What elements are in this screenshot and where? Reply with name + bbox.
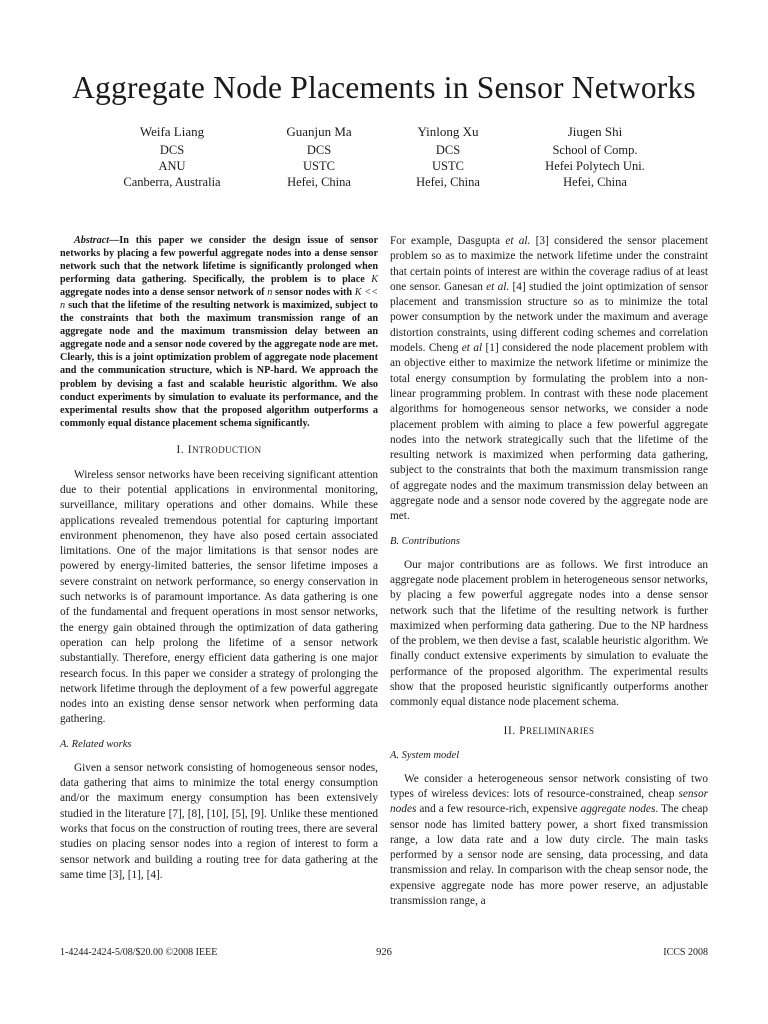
- abstract-label: Abstract: [74, 235, 110, 246]
- author-affiliation: Hefei, China: [416, 175, 480, 189]
- author-affiliation: ANU: [158, 159, 186, 173]
- author-4: [505, 124, 685, 190]
- footer-copyright: 1-4244-2424-5/08/$20.00 ©2008 IEEE: [60, 947, 218, 958]
- intro-paragraph: Wireless sensor networks have been receiving significant attention due to their potential applications in environmental monitoring, surveillance, military operations and other domains. While these applications revealed tremendous potential for capturing important environment phenomenon, they have also posed certain associated limitations. One of the major limitations is that sensor nodes are powered by energy-limited batteries, the sensor lifetime imposes a severe constraint on network performance, so energy conservation in such networks is of paramount importance. As data gathering is one of the fundamental and frequent operations in most sensor networks, the energy gain obtained through the optimization of data gathering operation can help prolong the lifetime of a sensor network substantially. Therefore, energy efficient data gathering is one major research focus. In this paper we consider a strategy of prolonging the network lifetime through the deployment of a few powerful aggregate nodes into an existing dense sensor network when performing data gathering.: [60, 468, 378, 726]
- author-affiliation: USTC: [303, 159, 335, 173]
- text-italic: et al.: [505, 235, 531, 247]
- section-heading-preliminaries: [390, 724, 708, 739]
- abstract-text: such that the lifetime of the resulting network is maximized, subject to the constraints that both the maximum transmission range of an aggregate node and the maximum transmission delay between an aggregate node and a sensor node covered by the aggregate node are met. Clearly, this is a joint optimization problem of aggregate node placement and the communication structure, which is NP-hard. We approach the problem by devising a fast and scalable heuristic algorithm. We also conduct experiments by simulation to evaluate its performance, and the experimental results show that the proposed algorithm outperforms a commonly equal distance placement schema significantly.: [60, 300, 378, 429]
- text-italic: et al.: [486, 280, 510, 293]
- paper-title: Aggregate Node Placements in Sensor Networks: [72, 70, 696, 105]
- author-affiliation: DCS: [306, 143, 332, 157]
- text-run: [4] studied the joint optimization of sensor placement and transmission structure so as to minimize the total power consumption by the network under the maximum and average distortion constraints, using different coding schemes and correlation models. Cheng: [390, 280, 709, 355]
- section-rest: RELIMINARIES: [526, 725, 595, 736]
- author-affiliation: Hefei, China: [563, 175, 627, 189]
- section-numeral: I.: [176, 443, 185, 456]
- text-italic: sensor nodes: [390, 787, 708, 816]
- text-run: [1] considered the node placement problem with an objective either to maximize the network lifetime or minimize the total energy consumption by formulating the problem into a non-linear programming problem. In contrast with these node placement algorithms for homogeneous sensor networks, we consider a node placement problem with aiming to place a few powerful aggregate nodes into the network strategically such that the lifetime of the resulting network is maximized when performing data gathering, subject to the constraints that both the maximum transmission range of aggregate nodes and the maximum transmission delay between an aggregate node and a sensor node covered by the aggregate node are met.: [390, 342, 708, 523]
- section-initial: P: [519, 724, 527, 737]
- left-column: [60, 234, 378, 883]
- math-var: K: [371, 274, 378, 286]
- abstract-text: —In this paper we consider the design issue of sensor networks by placing a few powerful aggregate nodes into a dense sensor network such that the network lifetime is significantly prolonged when performing data gathering. Specifically, the problem is to place: [60, 235, 378, 286]
- author-name: Jiugen Shi: [567, 124, 623, 139]
- abstract-text: sensor nodes with: [272, 287, 355, 299]
- author-affiliation: DCS: [159, 143, 185, 157]
- section-numeral: II.: [503, 724, 516, 737]
- contributions-paragraph: Our major contributions are as follows. We first introduce an aggregate node placement problem in heterogeneous sensor networks, by placing a few powerful aggregate nodes into a dense sensor network such that the lifetime of the resulting network is further maximized when performing data gathering. Due to the NP hardness of the problem, we then devise a fast, scalable heuristic algorithm. We finally conduct extensive experiments by simulation to evaluate the performance of the proposed algorithm. The experimental results show that the proposed heuristic significantly outperforms another commonly equal distance node placement schema.: [390, 558, 708, 709]
- author-affiliation: Hefei, China: [287, 175, 351, 189]
- abstract: [60, 234, 378, 430]
- author-affiliation: Canberra, Australia: [123, 175, 221, 189]
- text-run: [3] considered the sensor placement problem so as to maximize the network lifetime under the constraint that certain points of interest are within the coverage radius of at least one sensor. Ganesan: [390, 235, 709, 293]
- author-affiliation: School of Comp.: [552, 143, 638, 157]
- system-model-paragraph: [390, 772, 708, 910]
- subsection-heading-contributions: B. Contributions: [390, 535, 461, 547]
- author-affiliation: Hefei Polytech Uni.: [545, 159, 645, 173]
- section-initial: I: [187, 443, 193, 456]
- text-run: and a few resource-rich, expensive: [416, 803, 581, 816]
- footer-page-number: 926: [376, 947, 392, 958]
- related-paragraph-continued: [390, 234, 708, 525]
- author-affiliation: DCS: [435, 143, 461, 157]
- author-name: Guanjun Ma: [286, 124, 352, 139]
- subsection-heading-related-works: A. Related works: [60, 738, 132, 750]
- author-name: Weifa Liang: [139, 124, 205, 139]
- abstract-text: aggregate nodes into a dense sensor network of: [60, 287, 268, 299]
- text-italic: aggregate nodes: [580, 803, 656, 816]
- subsection-heading-system-model: A. System model: [390, 749, 460, 761]
- math-var: n: [267, 287, 273, 299]
- math-var: K << n: [60, 287, 378, 312]
- text-run: We consider a heterogeneous sensor network consisting of two types of wireless devices: lots of resource-constrained, cheap: [390, 772, 708, 800]
- author-name: Yinlong Xu: [417, 124, 479, 139]
- footer-venue: ICCS 2008: [663, 947, 708, 958]
- right-column: [390, 234, 708, 909]
- author-affiliation: USTC: [432, 159, 464, 173]
- section-rest: NTRODUCTION: [192, 444, 262, 455]
- text-run: . The cheap sensor node has limited battery power, a short fixed transmission range, a low data rate and a low duty circle. The main tasks performed by a sensor node are sensing, data processing, and data transmission and relay. In comparison with the cheap sensor node, the expensive aggregate node has more power reserve, an adjustable transmission range, a: [390, 803, 708, 907]
- text-italic: et al: [461, 342, 483, 355]
- text-run: For example, Dasgupta: [390, 235, 506, 247]
- related-paragraph: Given a sensor network consisting of homogeneous sensor nodes, data gathering that aims to minimize the total energy consumption and/or the maximum energy consumption has been extensively studied in the literature [7], [8], [10], [5], [9]. Unlike these mentioned works that focus on the construction of routing trees, there are several studies on placing sensor nodes into a region of interest to form a sensor network and building a routing tree for data gathering at the same time [3], [1], [4].: [60, 761, 378, 881]
- section-heading-introduction: [60, 443, 378, 458]
